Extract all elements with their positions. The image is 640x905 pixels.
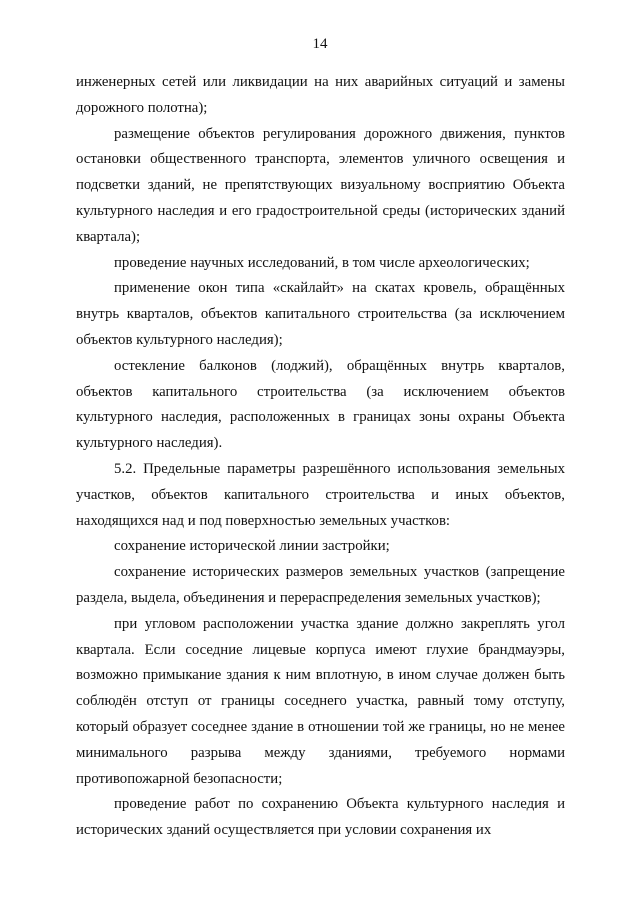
paragraph-10: проведение работ по сохранению Объекта культурного наследия и исторических зданий осуществляется при условии сохранения их xyxy=(76,796,565,839)
paragraph-3: проведение научных исследований, в том числе археологических; xyxy=(114,254,530,271)
page-number: 14 xyxy=(312,36,328,52)
paragraph-2: размещение объектов регулирования дорожного движения, пунктов остановки общественного транспорта, элементов уличного освещения и подсветки зданий, не препятствующих визуальному восприятию Объекта культурного наследия и его градостроительной среды (исторических зданий квартала); xyxy=(76,125,565,245)
paragraph-4: применение окон типа «скайлайт» на скатах кровель, обращённых внутрь кварталов, объектов капитального строительства (за исключением объектов культурного наследия); xyxy=(76,280,565,348)
paragraph-8: сохранение исторических размеров земельных участков (запрещение раздела, выдела, объединения и перераспределения земельных участков); xyxy=(76,564,565,606)
paragraph-1: инженерных сетей или ликвидации на них аварийных ситуаций и замены дорожного полотна); xyxy=(76,74,565,116)
paragraph-5: остекление балконов (лоджий), обращённых внутрь кварталов, объектов капитального строительства (за исключением объектов культурного наследия, расположенных в границах зоны охраны Объекта культурного наследия). xyxy=(76,357,565,452)
paragraph-7: сохранение исторической линии застройки; xyxy=(114,538,390,555)
paragraph-6: 5.2. Предельные параметры разрешённого использования земельных участков, объектов капитального строительства и иных объектов, находящихся над и под поверхностью земельных участков: xyxy=(76,460,565,529)
document-body xyxy=(76,70,565,844)
paragraph-9: при угловом расположении участка здание должно закреплять угол квартала. Если соседние лицевые корпуса имеют глухие брандмауэры, возможно примыкание здания к ним вплотную, в ином случае должен быть соблюдён отступ от границы соседнего участка, равный тому отступу, который образует соседнее здание в отношении той же границы, но не менее минимального разрыва между зданиями, требуемого нормами противопожарной безопасности; xyxy=(76,615,565,787)
